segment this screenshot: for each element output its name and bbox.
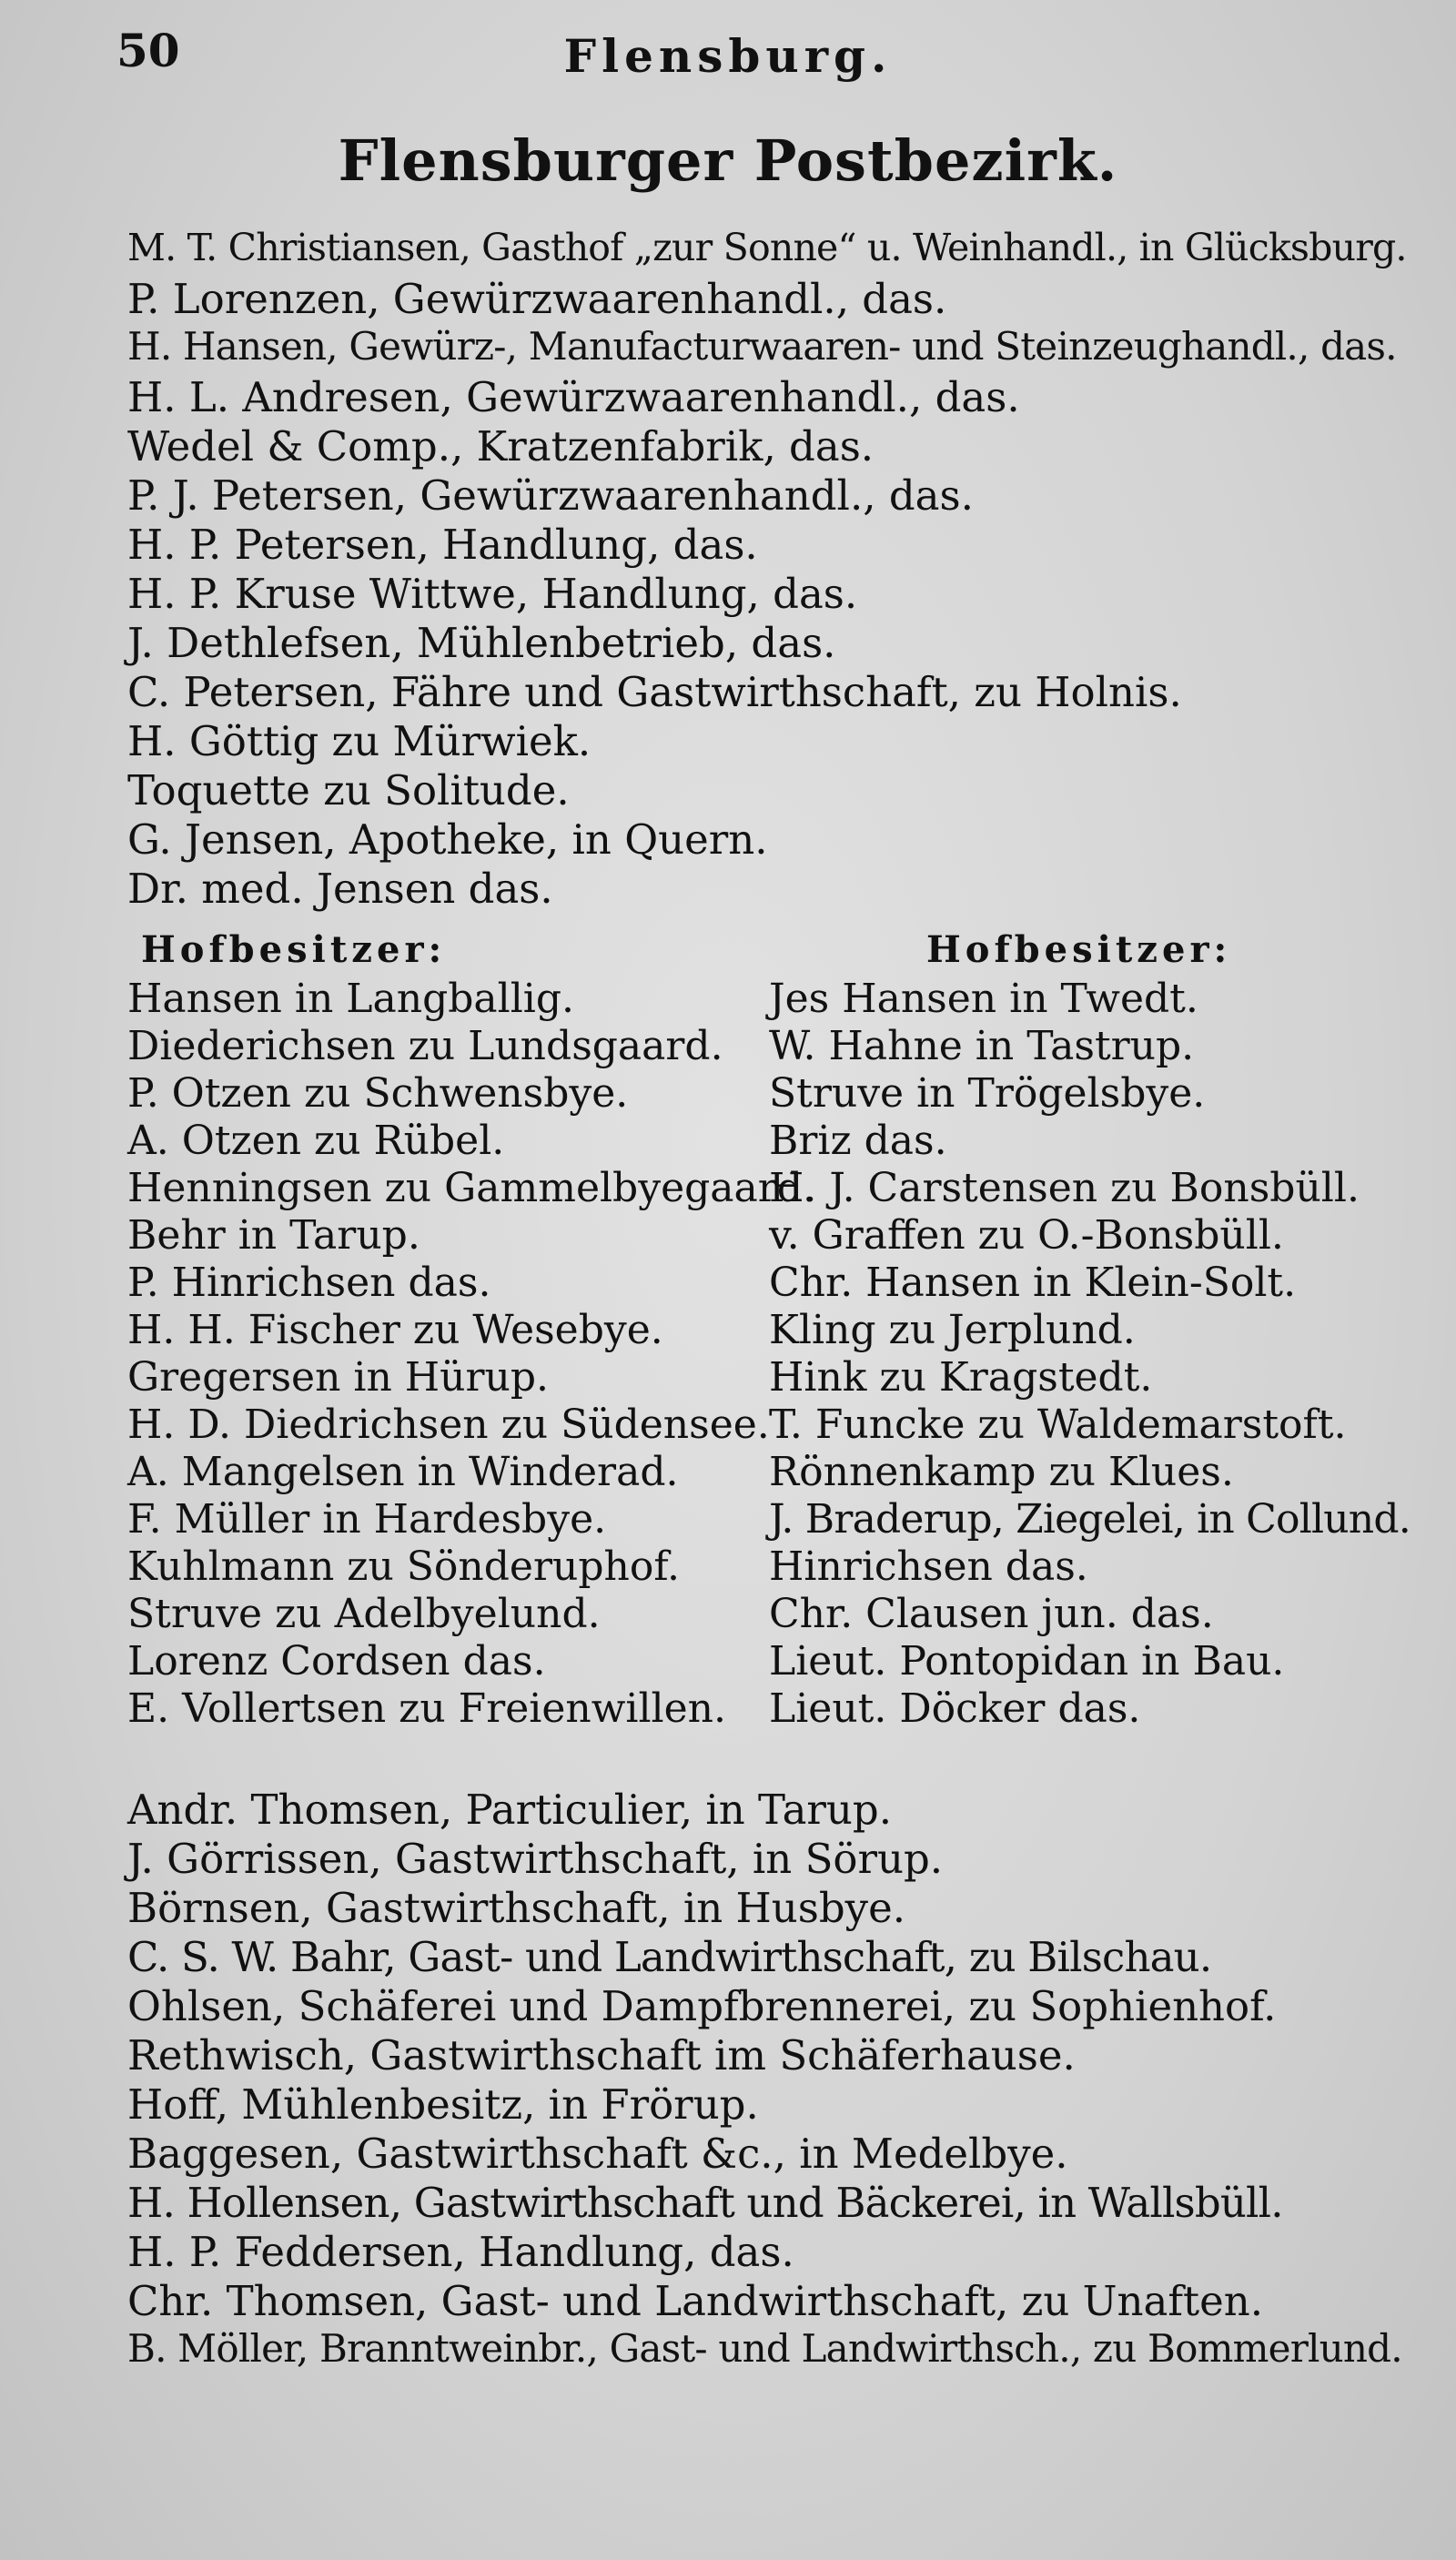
hofbesitzer-row: Henningsen zu Gammelbyegaard. (127, 1165, 815, 1211)
entry-row: M. T. Christiansen, Gasthof „zur Sonne“ u. Weinhandl., in Glücksburg. (127, 226, 1407, 269)
entry-row: H. P. Feddersen, Handlung, das. (127, 2228, 794, 2276)
hofbesitzer-row: A. Mangelsen in Winderad. (127, 1449, 679, 1495)
hofbesitzer-row: H. H. Fischer zu Wesebye. (127, 1307, 663, 1353)
entry-row: Rethwisch, Gastwirthschaft im Schäferhause. (127, 2031, 1076, 2079)
hofbesitzer-row: F. Müller in Hardesbye. (127, 1496, 607, 1543)
hofbesitzer-row: Chr. Clausen jun. das. (769, 1591, 1214, 1637)
hofbesitzer-row: Diederichsen zu Lundsgaard. (127, 1023, 723, 1069)
entry-row: P. Lorenzen, Gewürzwaarenhandl., das. (127, 275, 947, 323)
entry-row: H. Hollensen, Gastwirthschaft und Bäckerei, in Wallsbüll. (127, 2179, 1283, 2227)
hofbesitzer-row: Briz das. (769, 1118, 947, 1164)
hofbesitzer-row: Behr in Tarup. (127, 1212, 420, 1259)
entry-row: Andr. Thomsen, Particulier, in Tarup. (127, 1786, 893, 1834)
hofbesitzer-row: H. J. Carstensen zu Bonsbüll. (769, 1165, 1360, 1211)
hofbesitzer-left-heading: Hofbesitzer: (141, 928, 447, 971)
hofbesitzer-row: Hinrichsen das. (769, 1543, 1088, 1590)
hofbesitzer-row: Lieut. Pontopidan in Bau. (769, 1638, 1285, 1685)
hofbesitzer-row: A. Otzen zu Rübel. (127, 1118, 505, 1164)
hofbesitzer-row: v. Graffen zu O.-Bonsbüll. (769, 1212, 1284, 1259)
section-title: Flensburger Postbezirk. (338, 127, 1118, 194)
hofbesitzer-row: Gregersen in Hürup. (127, 1354, 550, 1401)
hofbesitzer-row: Struve in Trögelsbye. (769, 1070, 1206, 1117)
entry-row: Baggesen, Gastwirthschaft &c., in Medelbye. (127, 2130, 1068, 2178)
hofbesitzer-row: Rönnenkamp zu Klues. (769, 1449, 1234, 1495)
entry-row: C. Petersen, Fähre und Gastwirthschaft, zu Holnis. (127, 668, 1182, 716)
hofbesitzer-row: J. Braderup, Ziegelei, in Collund. (769, 1496, 1410, 1543)
entry-row: Börnsen, Gastwirthschaft, in Husbye. (127, 1884, 906, 1932)
hofbesitzer-row: Kuhlmann zu Sönderuphof. (127, 1543, 681, 1590)
hofbesitzer-row: Struve zu Adelbyelund. (127, 1591, 601, 1637)
entry-row: H. P. Petersen, Handlung, das. (127, 521, 758, 569)
hofbesitzer-row: Hink zu Kragstedt. (769, 1354, 1153, 1401)
entry-row: J. Dethlefsen, Mühlenbetrieb, das. (127, 619, 836, 667)
entry-row: P. J. Petersen, Gewürzwaarenhandl., das. (127, 471, 974, 520)
entry-row: Chr. Thomsen, Gast- und Landwirthschaft, zu Unaften. (127, 2277, 1264, 2325)
hofbesitzer-row: H. D. Diedrichsen zu Südensee. (127, 1401, 770, 1448)
entry-row: J. Görrissen, Gastwirthschaft, in Sörup. (127, 1835, 944, 1883)
entry-row: B. Möller, Branntweinbr., Gast- und Landwirthsch., zu Bommerlund. (127, 2326, 1402, 2371)
hofbesitzer-row: T. Funcke zu Waldemarstoft. (769, 1401, 1347, 1448)
hofbesitzer-row: Chr. Hansen in Klein-Solt. (769, 1260, 1297, 1306)
entry-row: Dr. med. Jensen das. (127, 865, 553, 913)
entry-row: Toquette zu Solitude. (127, 766, 570, 815)
hofbesitzer-row: Lieut. Döcker das. (769, 1685, 1141, 1732)
entry-row: Ohlsen, Schäferei und Dampfbrennerei, zu Sophienhof. (127, 1982, 1277, 2030)
hofbesitzer-row: Lorenz Cordsen das. (127, 1638, 546, 1685)
hofbesitzer-row: Jes Hansen in Twedt. (769, 976, 1198, 1022)
entry-row: H. L. Andresen, Gewürzwaarenhandl., das. (127, 373, 1020, 421)
entry-row: H. Hansen, Gewürz-, Manufacturwaaren- und Steinzeughandl., das. (127, 324, 1397, 369)
hofbesitzer-row: P. Otzen zu Schwensbye. (127, 1070, 629, 1117)
page-number: 50 (116, 24, 180, 77)
entry-row: H. Göttig zu Mürwiek. (127, 717, 592, 765)
entry-row: Wedel & Comp., Kratzenfabrik, das. (127, 422, 875, 471)
hofbesitzer-row: Kling zu Jerplund. (769, 1307, 1136, 1353)
hofbesitzer-row: Hansen in Langballig. (127, 976, 575, 1022)
hofbesitzer-row: P. Hinrichsen das. (127, 1260, 491, 1306)
entry-row: Hoff, Mühlenbesitz, in Frörup. (127, 2080, 759, 2129)
entry-row: C. S. W. Bahr, Gast- und Landwirthschaft, zu Bilschau. (127, 1933, 1212, 1981)
entry-row: G. Jensen, Apotheke, in Quern. (127, 815, 768, 864)
entry-row: H. P. Kruse Wittwe, Handlung, das. (127, 570, 858, 618)
hofbesitzer-row: W. Hahne in Tastrup. (769, 1023, 1195, 1069)
hofbesitzer-row: E. Vollertsen zu Freienwillen. (127, 1685, 726, 1732)
hofbesitzer-right-heading: Hofbesitzer: (926, 928, 1232, 971)
running-head: Flensburg. (563, 29, 893, 83)
